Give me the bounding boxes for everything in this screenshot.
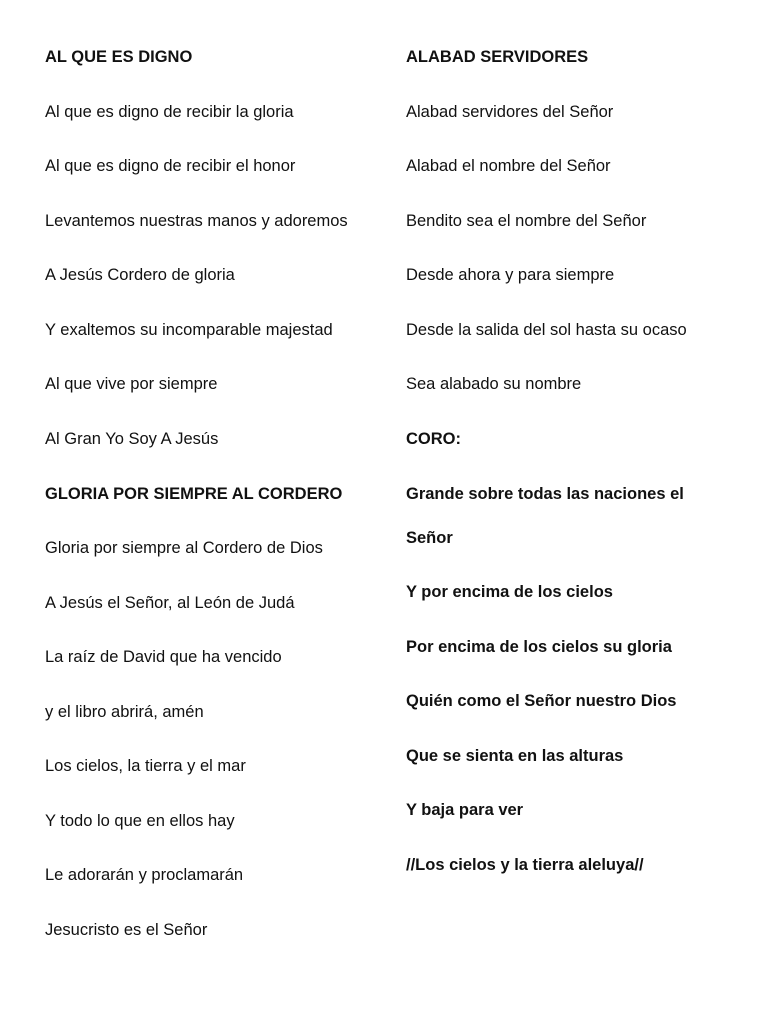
lyric-line: Alabad servidores del Señor: [406, 103, 614, 121]
lyric-line: y el libro abrirá, amén: [45, 703, 204, 721]
lyric-line: Al que es digno de recibir el honor: [45, 157, 296, 175]
lyric-line: Desde ahora y para siempre: [406, 266, 615, 284]
lyric-line: Al que vive por siempre: [45, 375, 218, 393]
lyric-line: Y todo lo que en ellos hay: [45, 812, 235, 830]
lyric-line: A Jesús Cordero de gloria: [45, 266, 235, 284]
chorus-line: Por encima de los cielos su gloria: [406, 638, 672, 656]
chorus-line: Señor: [406, 529, 453, 547]
lyric-line: Sea alabado su nombre: [406, 375, 582, 393]
lyric-line: La raíz de David que ha vencido: [45, 648, 282, 666]
chorus-line: Y por encima de los cielos: [406, 583, 613, 601]
song-title-alabad-servidores: ALABAD SERVIDORES: [406, 48, 589, 66]
chorus-line: Y baja para ver: [406, 801, 524, 819]
lyric-line: Jesucristo es el Señor: [45, 921, 208, 939]
lyric-line: Y exaltemos su incomparable majestad: [45, 321, 333, 339]
lyric-line: Levantemos nuestras manos y adoremos: [45, 212, 348, 230]
chorus-line: //Los cielos y la tierra aleluya//: [406, 856, 644, 874]
song-title-al-que-es-digno: AL QUE ES DIGNO: [45, 48, 193, 66]
lyric-line: Le adorarán y proclamarán: [45, 866, 244, 884]
lyric-line: Bendito sea el nombre del Señor: [406, 212, 647, 230]
lyric-line: Al que es digno de recibir la gloria: [45, 103, 294, 121]
chorus-line: Quién como el Señor nuestro Dios: [406, 692, 677, 710]
lyric-line: Desde la salida del sol hasta su ocaso: [406, 321, 687, 339]
chorus-line: Grande sobre todas las naciones el: [406, 485, 684, 503]
lyric-line: Al Gran Yo Soy A Jesús: [45, 430, 219, 448]
lyric-line: Gloria por siempre al Cordero de Dios: [45, 539, 323, 557]
lyric-line: Alabad el nombre del Señor: [406, 157, 611, 175]
chorus-line: Que se sienta en las alturas: [406, 747, 624, 765]
chorus-label: CORO:: [406, 430, 461, 448]
lyric-line: Los cielos, la tierra y el mar: [45, 757, 246, 775]
lyric-line: A Jesús el Señor, al León de Judá: [45, 594, 295, 612]
song-title-gloria-por-siempre: GLORIA POR SIEMPRE AL CORDERO: [45, 485, 343, 503]
